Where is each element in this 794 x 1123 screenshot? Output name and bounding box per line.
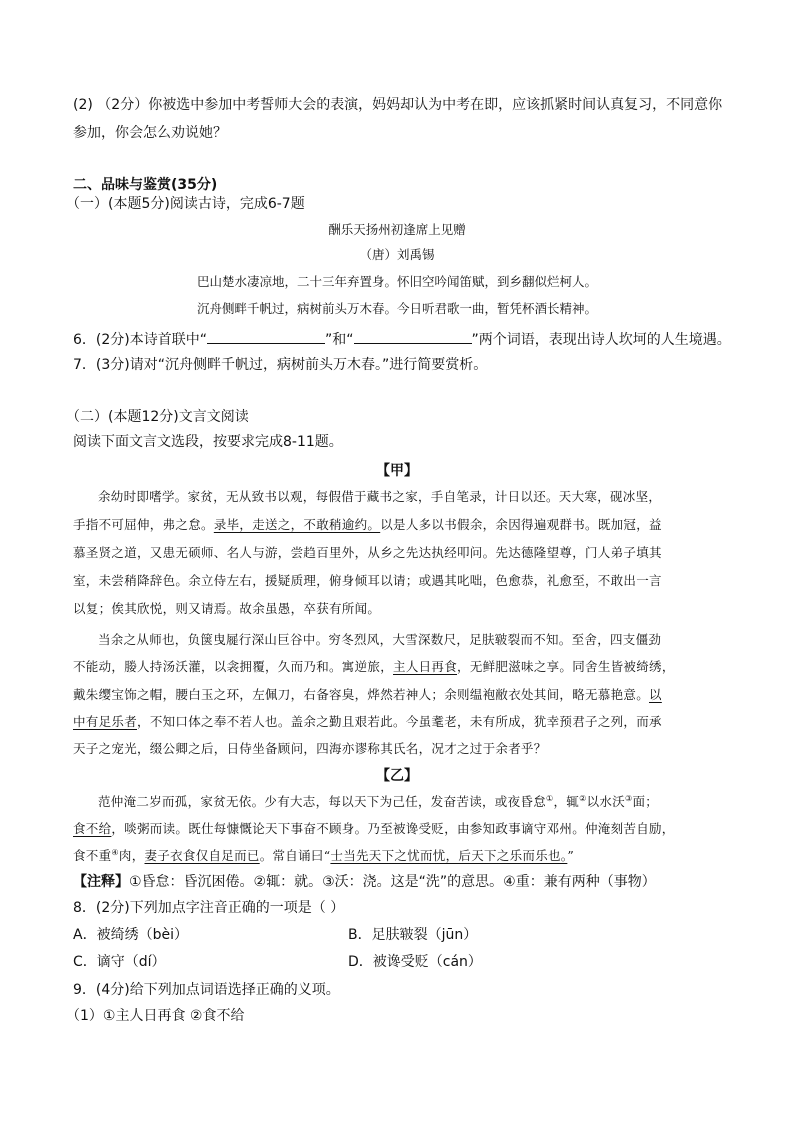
q2-line2: 参加，你会怎么劝说她？ [73, 125, 227, 141]
yi-l1c: 以水沃 [586, 794, 625, 809]
note-ref-4: ④ [111, 847, 119, 857]
question-6 [73, 329, 731, 350]
note-ref-1: ① [546, 793, 554, 803]
notes-text: ①昏怠：昏沉困倦。②辄：就。③沃：浇。这是“洗”的意思。④重：兼有两种（事物） [129, 874, 656, 890]
jia-p1-line2 [73, 516, 725, 534]
part2-instruction: 阅读下面文言文选段，按要求完成8-11题。 [73, 434, 343, 450]
jia-underline-3b: 中有足乐者 [73, 714, 138, 729]
yi-underline-1: 食不给 [73, 821, 112, 836]
yi-l2b: ，啖粥而读。既仕每慷慨论天下事奋不顾身。乃至被谗受贬，由参知政事谪守邓州。仲淹刻苦自励， [111, 821, 675, 836]
jia-p1-line3: 慕圣贤之道，又患无硕师、名人与游，尝趋百里外，从乡之先达执经叩问。先达德隆望尊，门人弟子填其 [73, 545, 662, 560]
jia-p2-line2 [73, 658, 725, 676]
jia-p2-line5: 天子之宠光，缀公卿之后，日侍坐备顾问，四海亦谬称其氏名，况才之过于余者乎？ [73, 741, 547, 756]
jia-p1-line5: 以复；俟其欣悦，则又请焉。故余虽愚，卒获有所闻。 [73, 601, 381, 616]
jia-p2-line1: 当余之从师也，负箧曳屣行深山巨谷中。穷冬烈风，大雪深数尺，足肤皲裂而不知。至舍，四支僵劲 [98, 632, 662, 647]
yi-l1d: 面； [632, 794, 659, 809]
yi-underline-2: 妻子衣食仅自足而已 [144, 848, 260, 863]
note-ref-3: ③ [625, 793, 633, 803]
q8-option-c[interactable]: C．谪守（dí） [73, 954, 166, 970]
jia-p2-l4b: ，不知口体之奉不若人也。盖余之勤且艰若此。今虽耄老，未有所成，犹幸预君子之列，而承 [137, 714, 662, 729]
yi-label: 【乙】 [376, 768, 418, 784]
jia-label: 【甲】 [376, 463, 418, 479]
question-8: 8．(2分)下列加点字注音正确的一项是（ ） [73, 900, 345, 916]
jia-p2-l2b: ，无鲜肥滋味之享。同舍生皆被绮绣， [457, 659, 675, 674]
yi-underline-3: 士当先天下之忧而忧，后天下之乐而乐也。 [330, 848, 568, 863]
jia-underline-2: 主人日再食 [393, 659, 458, 674]
yi-line3 [73, 847, 725, 865]
jia-underline-3a: 以 [649, 687, 662, 702]
q6-prefix: 6．(2分)本诗首联中“ [73, 332, 207, 348]
jia-underline-1: 录毕，走送之，不敢稍逾约。 [213, 517, 381, 532]
poem-author: （唐）刘禹锡 [359, 247, 435, 262]
notes-label: 【注释】 [73, 874, 129, 890]
yi-l3d: ” [567, 848, 575, 863]
yi-l1a: 范仲淹二岁而孤，家贫无依。少有大志，每以天下为己任，发奋苦读，或夜昏怠 [98, 794, 547, 809]
q8-option-d[interactable]: D．被谗受贬（cán） [348, 954, 482, 970]
jia-p1-line4: 室，未尝稍降辞色。余立侍左右，援疑质理，俯身倾耳以请；或遇其叱咄，色愈恭，礼愈至，不敢出一言 [73, 573, 662, 588]
yi-line2 [73, 820, 725, 838]
jia-p2-l3a: 戴朱缨宝饰之帽，腰白玉之环，左佩刀，右备容臭，烨然若神人；余则缊袍敝衣处其间，略无慕艳意。 [73, 687, 650, 702]
jia-p2-l2a: 不能动，媵人持汤沃灌，以衾拥覆，久而乃和。寓逆旅， [73, 659, 394, 674]
note-ref-2: ② [579, 793, 587, 803]
q6-blank-2[interactable] [354, 329, 472, 344]
notes [73, 872, 656, 892]
q8-option-a[interactable]: A．被绮绣（bèi） [73, 927, 188, 943]
question-9: 9．(4分)给下列加点词语选择正确的义项。 [73, 982, 340, 998]
jia-p2-line4 [73, 713, 725, 731]
q8-option-b[interactable]: B．足肤皲裂（jūn） [348, 927, 478, 943]
q9-sub1: （1）①主人日再食 ②食不给 [66, 1008, 245, 1024]
yi-l3b: 肉， [118, 848, 145, 863]
yi-l3a: 食不重 [73, 848, 112, 863]
poem-title: 酬乐天扬州初逢席上见赠 [328, 222, 466, 237]
section-title: 二、品味与鉴赏(35分) [73, 177, 218, 193]
q6-mid: ”和“ [325, 332, 354, 348]
yi-line1 [98, 793, 750, 811]
q2-line1: (2) （2分）你被选中参加中考誓师大会的表演，妈妈却认为中考在即，应该抓紧时间认真复习，不同意你 [73, 97, 723, 113]
poem-line-2: 沉舟侧畔千帆过，病树前头万木春。今日听君歌一曲，暂凭杯酒长精神。 [196, 301, 597, 316]
question-7: 7．(3分)请对“沉舟侧畔千帆过，病树前头万木春。”进行简要赏析。 [73, 357, 488, 373]
jia-p1-l2b: 以是人多以书假余，余因得遍观群书。既加冠，益 [380, 517, 662, 532]
q6-blank-1[interactable] [207, 329, 325, 344]
jia-p1-l2a: 手指不可屈伸，弗之怠。 [73, 517, 214, 532]
jia-p1-line1: 余幼时即嗜学。家贫，无从致书以观，每假借于藏书之家，手自笔录，计日以还。天大寒，砚冰坚， [98, 489, 662, 504]
part1-intro: （一）(本题5分)阅读古诗，完成6-7题 [66, 196, 305, 212]
q6-suffix: ”两个词语，表现出诗人坎坷的人生境遇。 [471, 332, 731, 348]
part2-intro: （二）(本题12分)文言文阅读 [66, 409, 249, 425]
yi-l1b: ，辄 [553, 794, 580, 809]
yi-l3c: 。常自诵曰“ [259, 848, 331, 863]
jia-p2-line3 [73, 686, 725, 704]
poem-line-1: 巴山楚水凄凉地，二十三年弃置身。怀旧空吟闻笛赋，到乡翻似烂柯人。 [196, 274, 597, 289]
